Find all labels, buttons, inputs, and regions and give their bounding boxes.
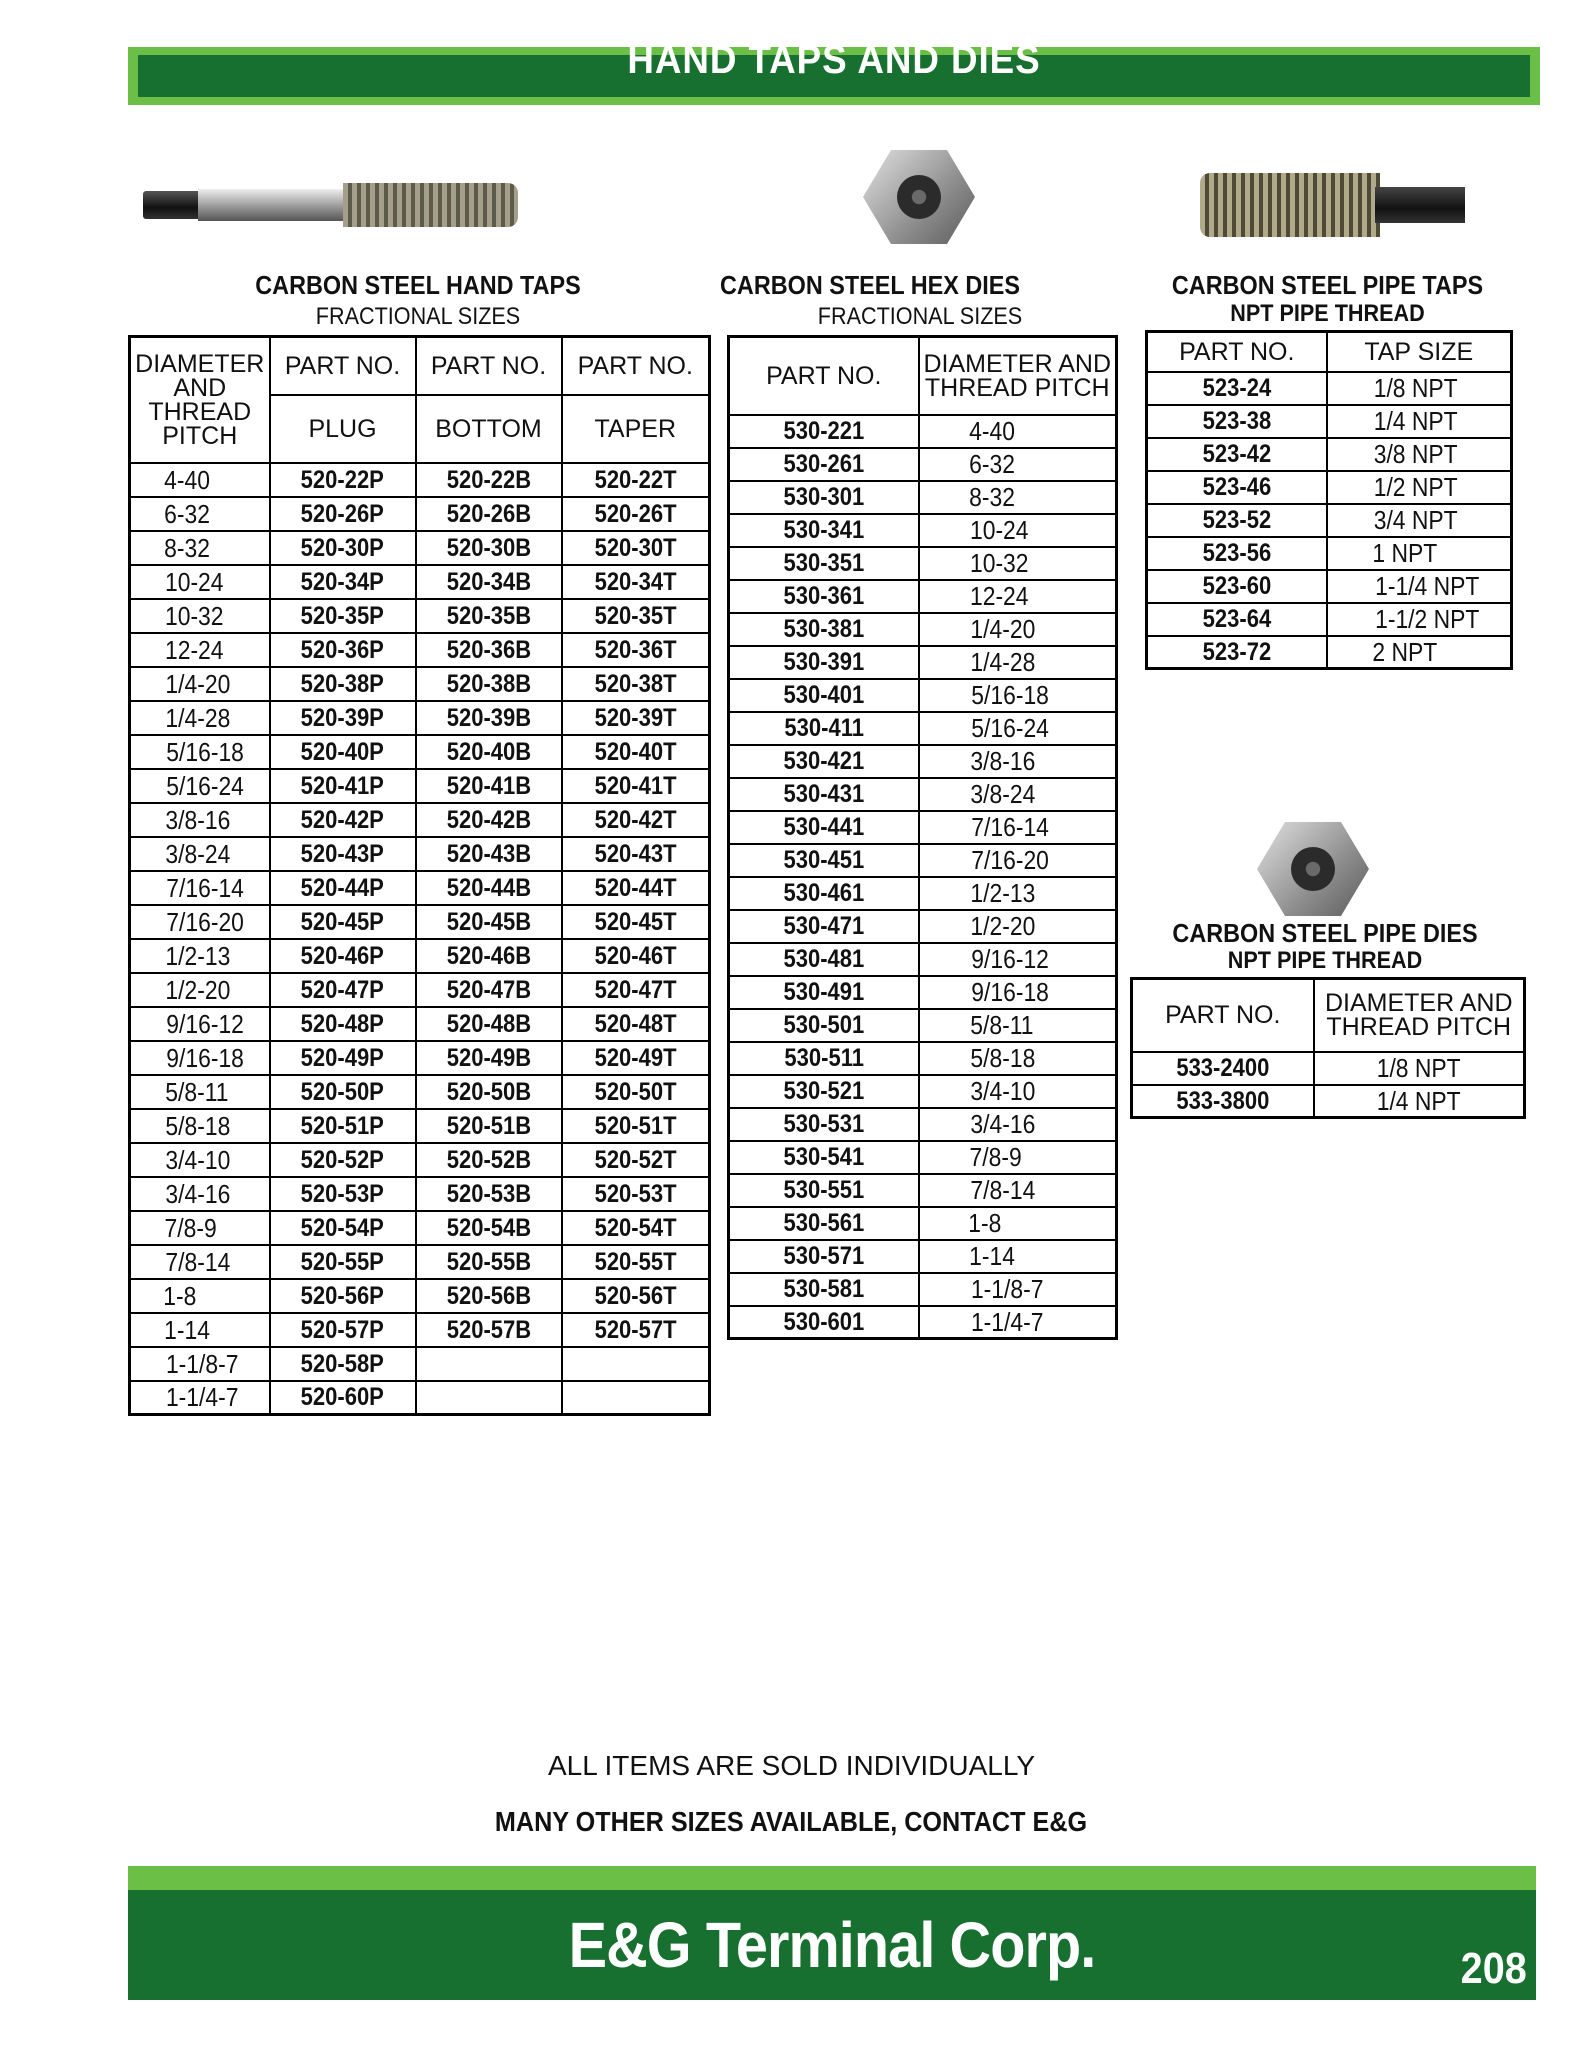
column-header-diameter: DIAMETER AND THREAD PITCH xyxy=(130,337,270,463)
table-cell: 3/4 NPT xyxy=(1327,504,1512,537)
table-cell: 520-53B xyxy=(416,1177,562,1211)
table-cell: 530-381 xyxy=(729,613,919,646)
table-cell: 7/8-9 xyxy=(919,1141,1117,1174)
table-cell: 1-1/4-7 xyxy=(130,1381,270,1415)
table-row xyxy=(130,1381,710,1415)
table-cell: 3/4-16 xyxy=(919,1108,1117,1141)
table-row xyxy=(729,877,1117,910)
table-cell: 4-40 xyxy=(919,415,1117,448)
table-cell: 530-351 xyxy=(729,547,919,580)
table-row xyxy=(729,679,1117,712)
table-cell: 520-47B xyxy=(416,973,562,1007)
table-cell: 10-24 xyxy=(919,514,1117,547)
pipe-tap-image xyxy=(1200,165,1465,245)
column-header-tap-size: TAP SIZE xyxy=(1327,332,1512,372)
table-cell: 520-43B xyxy=(416,837,562,871)
table-row xyxy=(729,1042,1117,1075)
table-cell: 520-34B xyxy=(416,565,562,599)
table-cell: 520-40B xyxy=(416,735,562,769)
table-row xyxy=(729,646,1117,679)
pipe-dies-subtitle: NPT PIPE THREAD xyxy=(1227,947,1423,974)
table-cell: 520-55T xyxy=(562,1245,710,1279)
table-cell: 520-26T xyxy=(562,497,710,531)
hand-taps-subtitle: FRACTIONAL SIZES xyxy=(315,303,521,330)
table-row xyxy=(729,580,1117,613)
table-cell: 5/16-24 xyxy=(919,712,1117,745)
table-cell: 520-51B xyxy=(416,1109,562,1143)
table-cell: 520-36P xyxy=(270,633,416,667)
table-row xyxy=(729,1273,1117,1306)
table-cell: 530-361 xyxy=(729,580,919,613)
table-row xyxy=(130,565,710,599)
table-cell: 520-45B xyxy=(416,905,562,939)
table-cell: 520-36B xyxy=(416,633,562,667)
table-cell: 523-72 xyxy=(1147,636,1327,669)
table-cell: 1/4 NPT xyxy=(1327,405,1512,438)
table-cell: 520-41B xyxy=(416,769,562,803)
table-row xyxy=(130,1245,710,1279)
table-cell: 520-54T xyxy=(562,1211,710,1245)
table-cell: 520-39P xyxy=(270,701,416,735)
table-row xyxy=(729,547,1117,580)
table-cell: 520-53T xyxy=(562,1177,710,1211)
table-row xyxy=(130,1041,710,1075)
table-row xyxy=(1132,1085,1525,1118)
table-cell: 6-32 xyxy=(919,448,1117,481)
table-cell: 530-541 xyxy=(729,1141,919,1174)
table-cell: 520-41P xyxy=(270,769,416,803)
table-cell: 1-1/2 NPT xyxy=(1327,603,1512,636)
table-row xyxy=(729,910,1117,943)
table-cell: 520-42T xyxy=(562,803,710,837)
table-cell: 1/2-13 xyxy=(919,877,1117,910)
table-cell: 7/8-14 xyxy=(919,1174,1117,1207)
table-cell: 530-551 xyxy=(729,1174,919,1207)
table-row xyxy=(130,1177,710,1211)
table-row xyxy=(130,1211,710,1245)
table-cell: 520-57P xyxy=(270,1313,416,1347)
table-cell: 10-32 xyxy=(130,599,270,633)
table-row xyxy=(729,1108,1117,1141)
table-cell xyxy=(416,1381,562,1415)
table-cell: 520-38T xyxy=(562,667,710,701)
table-cell: 1/4-28 xyxy=(919,646,1117,679)
table-cell: 520-47P xyxy=(270,973,416,1007)
table-cell: 520-38P xyxy=(270,667,416,701)
table-cell: 520-51T xyxy=(562,1109,710,1143)
table-cell: 520-39T xyxy=(562,701,710,735)
table-row xyxy=(1147,405,1512,438)
table-cell: 523-46 xyxy=(1147,471,1327,504)
table-cell: 520-46P xyxy=(270,939,416,973)
column-header-diameter: DIAMETER AND THREAD PITCH xyxy=(1314,979,1525,1052)
note-sold-individually: ALL ITEMS ARE SOLD INDIVIDUALLY xyxy=(547,1750,1036,1781)
table-cell: 9/16-12 xyxy=(130,1007,270,1041)
table-row xyxy=(729,844,1117,877)
table-cell: 3/8 NPT xyxy=(1327,438,1512,471)
table-cell: 530-341 xyxy=(729,514,919,547)
table-cell: 520-40P xyxy=(270,735,416,769)
table-cell: 530-601 xyxy=(729,1306,919,1339)
table-cell: 520-55P xyxy=(270,1245,416,1279)
table-cell: 520-52B xyxy=(416,1143,562,1177)
table-cell: 533-2400 xyxy=(1132,1052,1314,1085)
table-row xyxy=(729,1240,1117,1273)
table-cell: 523-42 xyxy=(1147,438,1327,471)
table-cell: 5/8-11 xyxy=(130,1075,270,1109)
table-cell: 1-1/4 NPT xyxy=(1327,570,1512,603)
table-row xyxy=(130,973,710,1007)
table-cell: 1-8 xyxy=(919,1207,1117,1240)
page-title: HAND TAPS AND DIES xyxy=(627,38,1041,82)
table-row xyxy=(130,735,710,769)
table-cell: 520-54P xyxy=(270,1211,416,1245)
table-row xyxy=(729,514,1117,547)
table-cell: 520-34P xyxy=(270,565,416,599)
table-cell: 1-1/4-7 xyxy=(919,1306,1117,1339)
table-cell: 530-561 xyxy=(729,1207,919,1240)
table-cell: 3/4-10 xyxy=(130,1143,270,1177)
table-cell: 7/16-14 xyxy=(919,811,1117,844)
table-cell: 520-45P xyxy=(270,905,416,939)
table-row xyxy=(729,976,1117,1009)
table-cell: 3/8-24 xyxy=(130,837,270,871)
table-row xyxy=(729,1207,1117,1240)
table-cell: 520-45T xyxy=(562,905,710,939)
footer-stripe xyxy=(128,1866,1536,1890)
table-cell: 5/8-11 xyxy=(919,1009,1117,1042)
table-row xyxy=(130,667,710,701)
table-cell: 520-53P xyxy=(270,1177,416,1211)
table-cell: 520-30B xyxy=(416,531,562,565)
table-cell: 530-481 xyxy=(729,943,919,976)
table-cell: 520-38B xyxy=(416,667,562,701)
table-cell: 1/4-20 xyxy=(130,667,270,701)
table-row xyxy=(130,939,710,973)
table-cell: 520-22B xyxy=(416,463,562,497)
table-cell: 520-30T xyxy=(562,531,710,565)
table-row xyxy=(729,1141,1117,1174)
column-header-part-no-bottom: PART NO. xyxy=(416,337,562,395)
table-cell: 1/2-20 xyxy=(130,973,270,1007)
table-cell: 520-50P xyxy=(270,1075,416,1109)
table-cell: 10-32 xyxy=(919,547,1117,580)
hex-dies-title: CARBON STEEL HEX DIES xyxy=(720,270,1020,300)
table-cell: 1/2 NPT xyxy=(1327,471,1512,504)
pipe-die-image xyxy=(1257,820,1369,918)
table-row xyxy=(130,803,710,837)
table-cell: 520-41T xyxy=(562,769,710,803)
table-cell: 520-44T xyxy=(562,871,710,905)
column-header-taper: TAPER xyxy=(562,395,710,463)
table-cell: 1-8 xyxy=(130,1279,270,1313)
table-cell: 520-48T xyxy=(562,1007,710,1041)
table-cell xyxy=(416,1347,562,1381)
table-row xyxy=(1147,603,1512,636)
pipe-dies-table xyxy=(1130,977,1526,1119)
table-row xyxy=(729,943,1117,976)
table-row xyxy=(130,497,710,531)
table-cell: 4-40 xyxy=(130,463,270,497)
table-cell xyxy=(562,1347,710,1381)
table-row xyxy=(729,448,1117,481)
table-cell: 520-46B xyxy=(416,939,562,973)
table-cell: 533-3800 xyxy=(1132,1085,1314,1118)
table-cell: 530-521 xyxy=(729,1075,919,1108)
table-row xyxy=(1147,471,1512,504)
table-cell: 530-501 xyxy=(729,1009,919,1042)
table-row xyxy=(729,811,1117,844)
table-cell: 520-46T xyxy=(562,939,710,973)
table-row xyxy=(729,1075,1117,1108)
table-cell: 530-261 xyxy=(729,448,919,481)
table-row xyxy=(130,1143,710,1177)
table-cell: 520-22T xyxy=(562,463,710,497)
table-row xyxy=(130,463,710,497)
table-cell: 523-60 xyxy=(1147,570,1327,603)
table-cell: 7/8-9 xyxy=(130,1211,270,1245)
table-cell: 520-44B xyxy=(416,871,562,905)
table-cell: 520-48B xyxy=(416,1007,562,1041)
table-cell: 5/8-18 xyxy=(130,1109,270,1143)
company-name: E&G Terminal Corp. xyxy=(568,1909,1096,1981)
table-row xyxy=(729,745,1117,778)
table-cell: 530-461 xyxy=(729,877,919,910)
table-cell: 523-24 xyxy=(1147,372,1327,405)
table-cell: 1-1/8-7 xyxy=(130,1347,270,1381)
hand-taps-table xyxy=(128,335,711,1416)
table-cell: 520-43P xyxy=(270,837,416,871)
table-cell: 530-421 xyxy=(729,745,919,778)
table-cell: 520-49P xyxy=(270,1041,416,1075)
hex-dies-subtitle: FRACTIONAL SIZES xyxy=(817,303,1023,330)
table-cell: 12-24 xyxy=(130,633,270,667)
table-row xyxy=(729,1174,1117,1207)
table-cell: 520-60P xyxy=(270,1381,416,1415)
table-cell: 520-30P xyxy=(270,531,416,565)
table-row xyxy=(1147,570,1512,603)
table-row xyxy=(130,531,710,565)
table-cell: 7/16-14 xyxy=(130,871,270,905)
table-row xyxy=(130,1313,710,1347)
table-cell: 520-48P xyxy=(270,1007,416,1041)
table-row xyxy=(1147,636,1512,669)
table-cell: 520-39B xyxy=(416,701,562,735)
table-row xyxy=(729,415,1117,448)
table-row xyxy=(130,599,710,633)
table-row xyxy=(1147,537,1512,570)
table-cell: 520-42P xyxy=(270,803,416,837)
table-cell: 530-511 xyxy=(729,1042,919,1075)
table-cell: 8-32 xyxy=(919,481,1117,514)
table-cell: 530-441 xyxy=(729,811,919,844)
table-row xyxy=(729,712,1117,745)
hand-taps-title: CARBON STEEL HAND TAPS xyxy=(255,270,581,300)
column-header-diameter: DIAMETER AND THREAD PITCH xyxy=(919,337,1117,415)
table-row xyxy=(1147,438,1512,471)
column-header-part-no: PART NO. xyxy=(729,337,919,415)
table-cell: 520-57T xyxy=(562,1313,710,1347)
table-cell: 7/16-20 xyxy=(919,844,1117,877)
table-cell: 1/4-28 xyxy=(130,701,270,735)
table-cell: 1/2-13 xyxy=(130,939,270,973)
table-cell: 520-50T xyxy=(562,1075,710,1109)
table-cell: 520-56B xyxy=(416,1279,562,1313)
table-cell: 523-56 xyxy=(1147,537,1327,570)
table-cell: 520-26B xyxy=(416,497,562,531)
table-cell: 530-301 xyxy=(729,481,919,514)
pipe-taps-subtitle: NPT PIPE THREAD xyxy=(1230,300,1425,327)
table-cell: 5/16-24 xyxy=(130,769,270,803)
table-row xyxy=(130,769,710,803)
table-cell: 530-221 xyxy=(729,415,919,448)
table-cell: 530-531 xyxy=(729,1108,919,1141)
table-cell: 520-56T xyxy=(562,1279,710,1313)
table-cell: 523-38 xyxy=(1147,405,1327,438)
table-cell: 12-24 xyxy=(919,580,1117,613)
table-cell: 5/16-18 xyxy=(919,679,1117,712)
table-row xyxy=(130,701,710,735)
table-cell: 530-451 xyxy=(729,844,919,877)
table-row xyxy=(729,1306,1117,1339)
table-cell: 530-431 xyxy=(729,778,919,811)
table-cell: 520-43T xyxy=(562,837,710,871)
hex-dies-table xyxy=(727,335,1118,1340)
column-header-part-no: PART NO. xyxy=(1132,979,1314,1052)
table-cell: 1/4-20 xyxy=(919,613,1117,646)
table-cell: 2 NPT xyxy=(1327,636,1512,669)
table-cell: 530-401 xyxy=(729,679,919,712)
table-cell: 523-64 xyxy=(1147,603,1327,636)
column-header-bottom: BOTTOM xyxy=(416,395,562,463)
table-cell: 3/8-24 xyxy=(919,778,1117,811)
table-cell: 3/8-16 xyxy=(130,803,270,837)
table-cell: 520-35B xyxy=(416,599,562,633)
table-cell: 530-571 xyxy=(729,1240,919,1273)
column-header-part-no-taper: PART NO. xyxy=(562,337,710,395)
table-cell: 520-22P xyxy=(270,463,416,497)
table-cell: 530-471 xyxy=(729,910,919,943)
table-row xyxy=(130,1279,710,1313)
table-cell: 8-32 xyxy=(130,531,270,565)
table-row xyxy=(729,613,1117,646)
table-cell: 520-26P xyxy=(270,497,416,531)
pipe-dies-title: CARBON STEEL PIPE DIES xyxy=(1172,918,1478,948)
header-banner xyxy=(128,38,1540,105)
column-header-part-no-plug: PART NO. xyxy=(270,337,416,395)
table-cell: 520-50B xyxy=(416,1075,562,1109)
table-cell: 520-51P xyxy=(270,1109,416,1143)
table-cell: 530-491 xyxy=(729,976,919,1009)
note-other-sizes: MANY OTHER SIZES AVAILABLE, CONTACT E&G xyxy=(495,1806,1088,1837)
table-cell: 3/4-16 xyxy=(130,1177,270,1211)
table-cell: 3/8-16 xyxy=(919,745,1117,778)
table-cell: 1-14 xyxy=(130,1313,270,1347)
table-cell: 520-35P xyxy=(270,599,416,633)
table-cell: 1/2-20 xyxy=(919,910,1117,943)
hand-tap-image xyxy=(143,175,523,235)
table-cell: 520-54B xyxy=(416,1211,562,1245)
table-row xyxy=(130,1075,710,1109)
table-row xyxy=(729,481,1117,514)
table-cell: 5/16-18 xyxy=(130,735,270,769)
table-cell: 9/16-18 xyxy=(130,1041,270,1075)
table-row xyxy=(130,1007,710,1041)
table-cell: 520-36T xyxy=(562,633,710,667)
table-cell: 6-32 xyxy=(130,497,270,531)
table-cell: 1/4 NPT xyxy=(1314,1085,1525,1118)
table-cell: 7/8-14 xyxy=(130,1245,270,1279)
table-cell: 530-391 xyxy=(729,646,919,679)
table-row xyxy=(130,633,710,667)
table-cell: 520-52P xyxy=(270,1143,416,1177)
table-cell: 520-56P xyxy=(270,1279,416,1313)
table-cell: 520-57B xyxy=(416,1313,562,1347)
pipe-taps-title: CARBON STEEL PIPE TAPS xyxy=(1171,270,1484,300)
table-row xyxy=(729,1009,1117,1042)
table-cell: 5/8-18 xyxy=(919,1042,1117,1075)
table-cell: 10-24 xyxy=(130,565,270,599)
column-header-plug: PLUG xyxy=(270,395,416,463)
table-row xyxy=(130,837,710,871)
table-cell: 1/8 NPT xyxy=(1314,1052,1525,1085)
table-cell: 520-52T xyxy=(562,1143,710,1177)
table-cell: 520-49B xyxy=(416,1041,562,1075)
table-cell: 9/16-18 xyxy=(919,976,1117,1009)
table-row xyxy=(1132,1052,1525,1085)
hex-die-image xyxy=(863,148,975,246)
table-cell: 1-14 xyxy=(919,1240,1117,1273)
table-row xyxy=(130,871,710,905)
table-cell: 3/4-10 xyxy=(919,1075,1117,1108)
table-cell: 1/8 NPT xyxy=(1327,372,1512,405)
table-cell: 520-42B xyxy=(416,803,562,837)
table-cell xyxy=(562,1381,710,1415)
table-cell: 7/16-20 xyxy=(130,905,270,939)
table-cell: 520-40T xyxy=(562,735,710,769)
table-cell: 530-411 xyxy=(729,712,919,745)
table-cell: 520-34T xyxy=(562,565,710,599)
table-cell: 530-581 xyxy=(729,1273,919,1306)
page-number: 208 xyxy=(1460,1944,1527,1993)
table-cell: 520-49T xyxy=(562,1041,710,1075)
table-cell: 523-52 xyxy=(1147,504,1327,537)
table-cell: 1-1/8-7 xyxy=(919,1273,1117,1306)
column-header-part-no: PART NO. xyxy=(1147,332,1327,372)
table-cell: 520-47T xyxy=(562,973,710,1007)
table-row xyxy=(130,905,710,939)
table-cell: 520-55B xyxy=(416,1245,562,1279)
table-row xyxy=(729,778,1117,811)
table-cell: 9/16-12 xyxy=(919,943,1117,976)
table-cell: 520-58P xyxy=(270,1347,416,1381)
table-cell: 520-35T xyxy=(562,599,710,633)
footer-banner xyxy=(128,1890,1536,2000)
table-row xyxy=(1147,372,1512,405)
table-row xyxy=(130,1347,710,1381)
pipe-taps-table xyxy=(1145,330,1513,670)
table-cell: 520-44P xyxy=(270,871,416,905)
table-cell: 1 NPT xyxy=(1327,537,1512,570)
table-row xyxy=(130,1109,710,1143)
table-row xyxy=(1147,504,1512,537)
